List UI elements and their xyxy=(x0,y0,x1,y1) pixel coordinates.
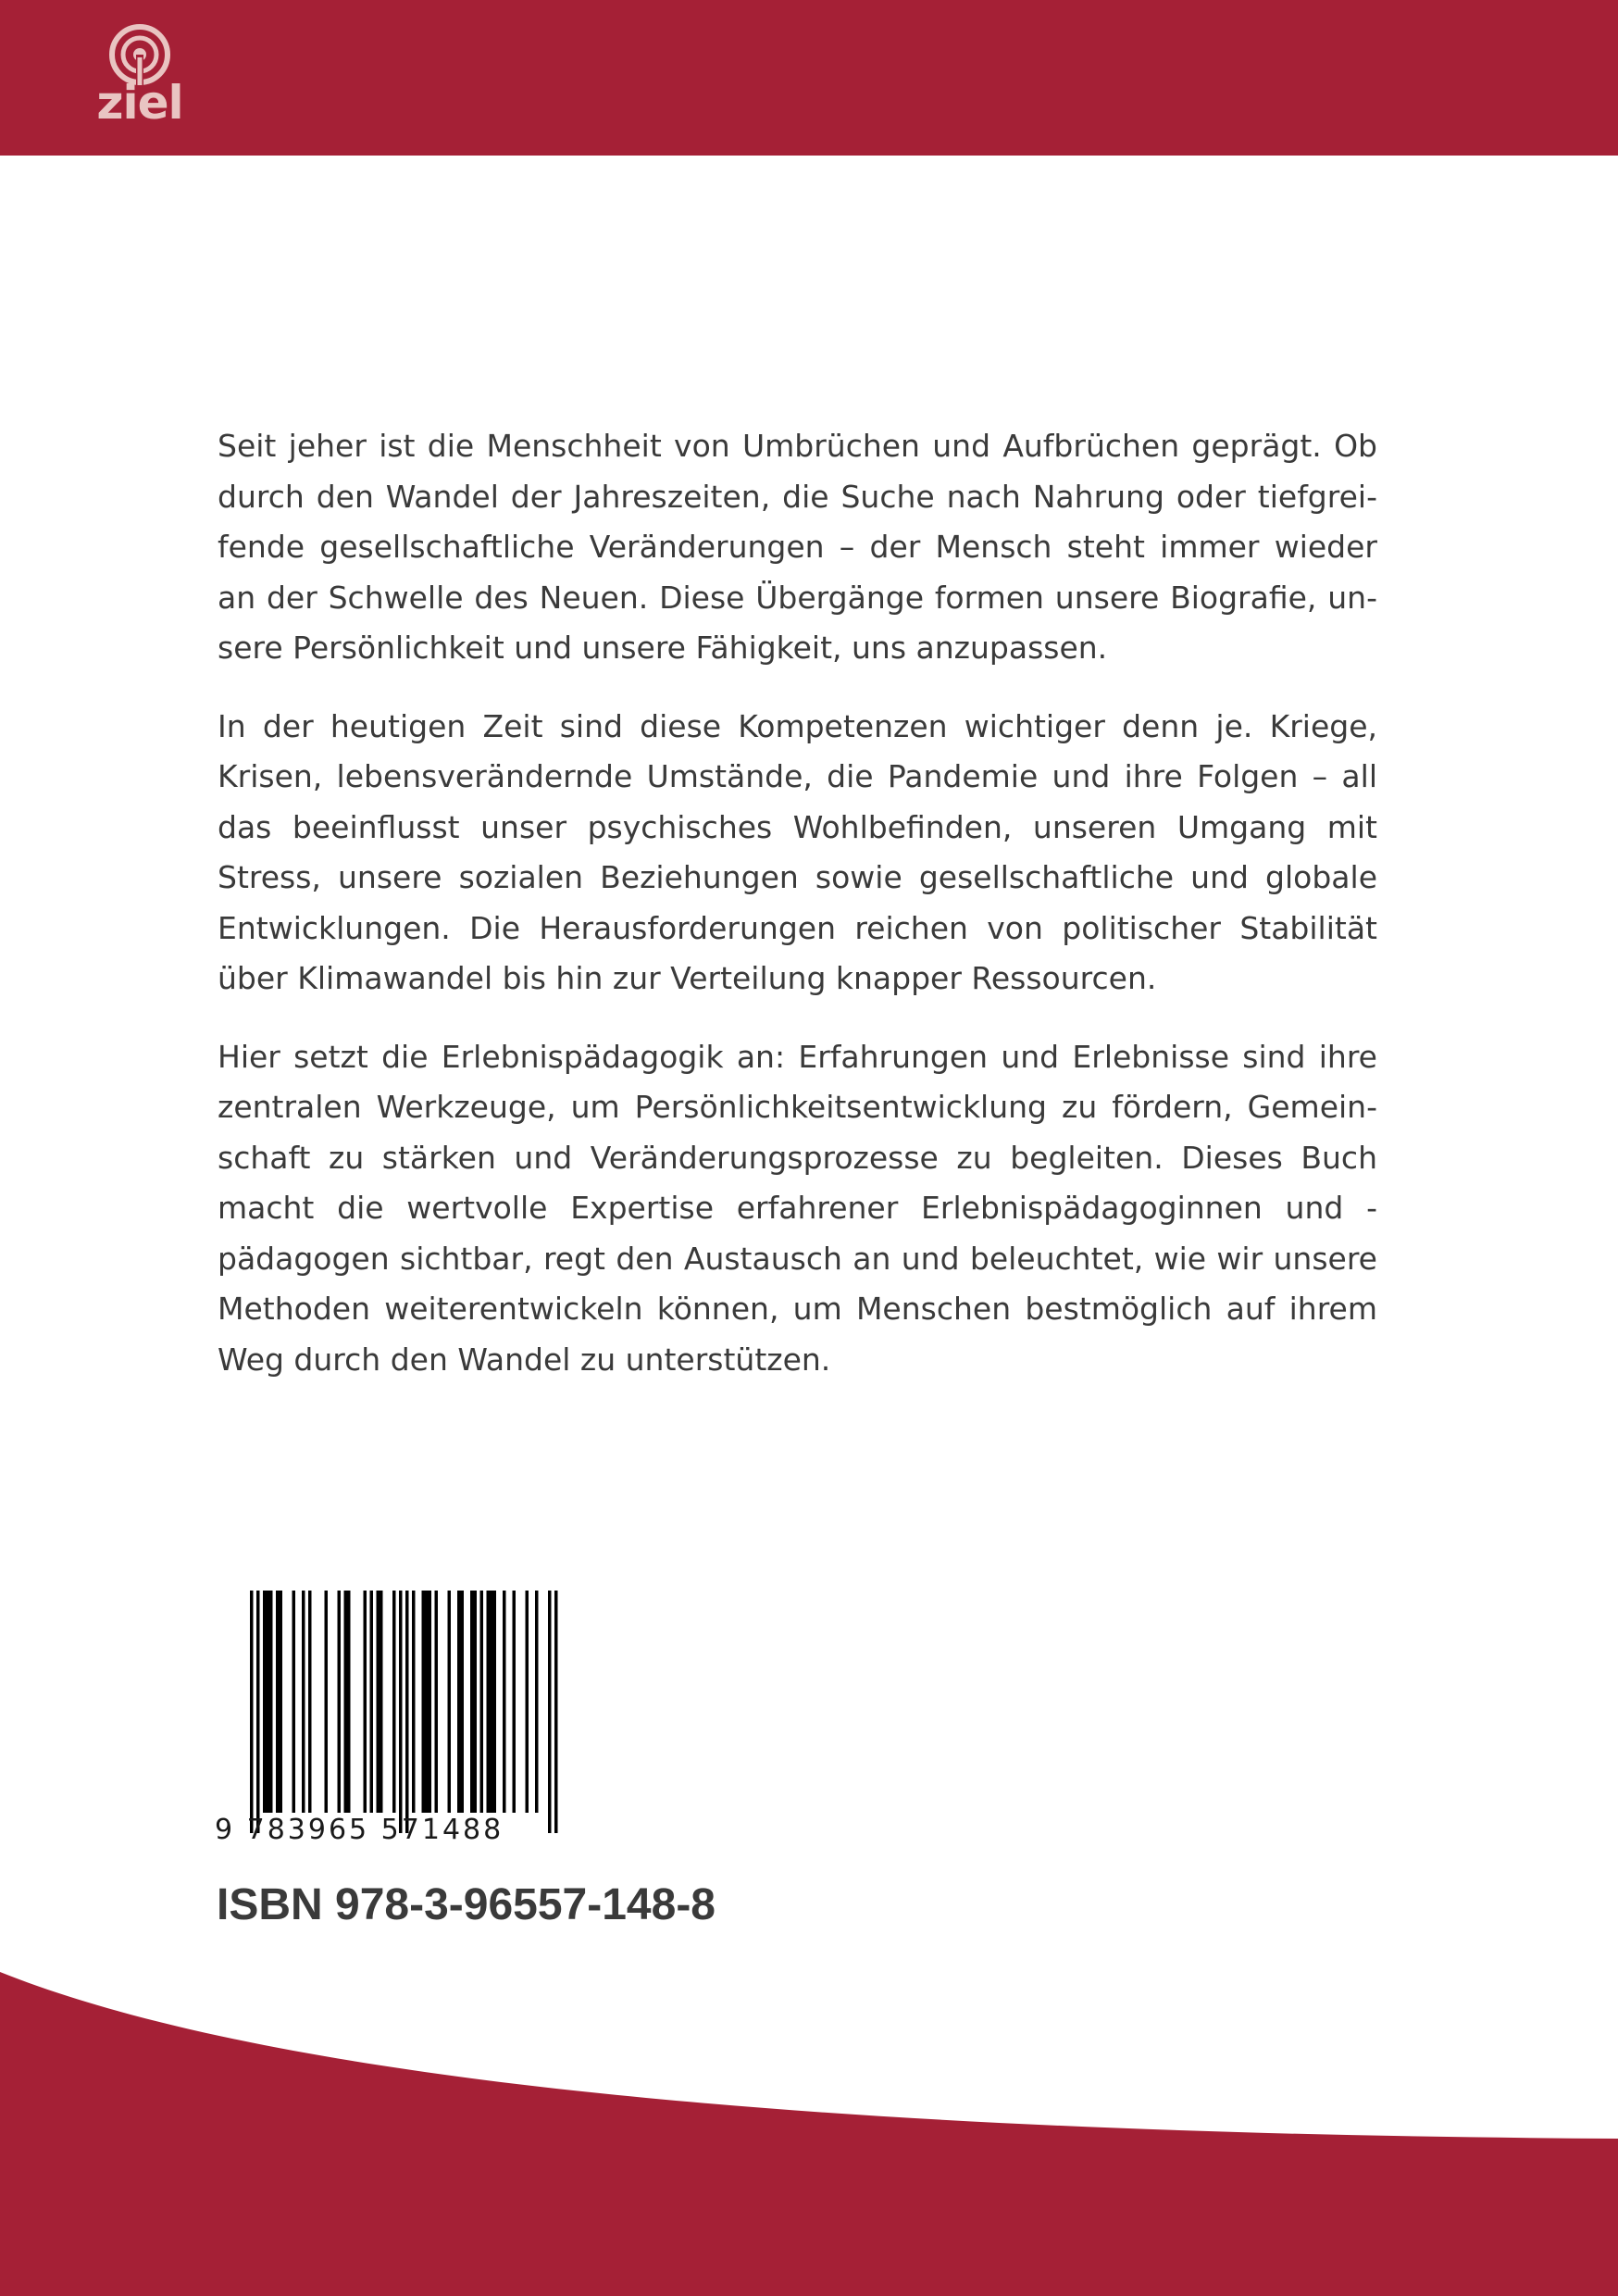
barcode-bar xyxy=(412,1591,416,1813)
barcode-bar xyxy=(344,1591,348,1813)
barcode-bar xyxy=(548,1591,552,1833)
barcode-bar xyxy=(448,1591,452,1813)
barcode-bar xyxy=(267,1591,270,1813)
bottom-color-wave xyxy=(0,1972,1618,2296)
top-color-band xyxy=(0,0,1618,156)
back-cover-blurb xyxy=(218,421,1377,1413)
barcode-bar xyxy=(493,1591,497,1813)
barcode-bar xyxy=(276,1591,280,1813)
logo-wordmark: ziel xyxy=(96,76,183,130)
isbn-barcode xyxy=(213,1591,583,1852)
barcode-bar xyxy=(392,1591,396,1813)
barcode-bar xyxy=(487,1591,491,1813)
barcode-bar xyxy=(503,1591,506,1813)
barcode-bar xyxy=(250,1591,254,1833)
barcode-bar xyxy=(302,1591,305,1813)
barcode-bar xyxy=(425,1591,429,1813)
barcode-bar xyxy=(364,1591,367,1813)
blurb-paragraph: Hier setzt die Erlebnispädagogik an: Erfahrungen und Erlebnisse sind ihre zentralen Werkzeuge, um Persönlichkeitsentwicklung zu fördern, Gemeinschaft zu stärken und Veränderungsprozesse zu begleiten. Dieses Buch macht die wertvolle Expertise erfahrener Erlebnispädagoginnen und -pädagogen sichtbar, regt den Austausch an und beleuchtet, wie wir unsere Methoden weiterentwickeln können, um Menschen bestmöglich auf ihrem Weg durch den Wandel zu unterstützen. xyxy=(218,1038,1377,1378)
barcode-bar xyxy=(526,1591,529,1813)
barcode-bar xyxy=(377,1591,380,1813)
barcode-bar xyxy=(338,1591,342,1813)
barcode-bar xyxy=(535,1591,539,1813)
barcode-bar xyxy=(256,1591,260,1833)
barcode-bar xyxy=(480,1591,484,1813)
barcode-bar xyxy=(474,1591,478,1813)
barcode-bar xyxy=(405,1591,409,1833)
barcode-bar xyxy=(422,1591,426,1813)
isbn-label: ISBN 978-3-96557-148-8 xyxy=(217,1880,716,1929)
blurb-paragraph: Seit jeher ist die Menschheit von Umbrüchen und Aufbrüchen geprägt. Ob durch den Wandel der Jahreszeiten, die Suche nach Nahrung oder tiefgreifende gesellschaftliche Veränderungen – der Mensch steht immer wieder an der Schwelle des Neuen. Diese Übergänge formen unsere Biografie, unsere Persönlichkeit und unsere Fähigkeit, uns anzupassen. xyxy=(218,428,1377,666)
barcode-bar xyxy=(370,1591,374,1813)
barcode-bar xyxy=(380,1591,383,1813)
barcode-bar xyxy=(325,1591,329,1813)
publisher-logo xyxy=(80,22,200,143)
barcode-bars xyxy=(213,1591,583,1852)
barcode-bar xyxy=(347,1591,351,1813)
barcode-bar xyxy=(292,1591,296,1813)
barcode-bar xyxy=(308,1591,312,1813)
barcode-bar xyxy=(513,1591,517,1813)
barcode-bar xyxy=(263,1591,267,1813)
barcode-bar xyxy=(269,1591,273,1813)
barcode-bar xyxy=(280,1591,283,1813)
barcode-bar xyxy=(461,1591,465,1813)
barcode-bar xyxy=(470,1591,474,1813)
barcode-bar xyxy=(554,1591,558,1833)
barcode-bar xyxy=(435,1591,439,1813)
barcode-bar xyxy=(490,1591,493,1813)
blurb-paragraph: In der heutigen Zeit sind diese Kompetenzen wichtiger denn je. Kriege, Krisen, lebensverändernde Umstände, die Pandemie und ihre Folgen – all das beeinflusst unser psychisches Wohlbefinden, unseren Umgang mit Stress, unsere sozialen Beziehungen sowie gesellschaftliche und globale Entwicklungen. Die Herausforderungen reichen von politischer Stabilität über Klimawandel bis hin zur Verteilung knapper Ressourcen. xyxy=(218,707,1377,996)
barcode-digits: 9 783965 571488 xyxy=(215,1814,504,1846)
barcode-bar xyxy=(399,1591,403,1833)
barcode-bar xyxy=(457,1591,461,1813)
barcode-bar xyxy=(429,1591,432,1813)
